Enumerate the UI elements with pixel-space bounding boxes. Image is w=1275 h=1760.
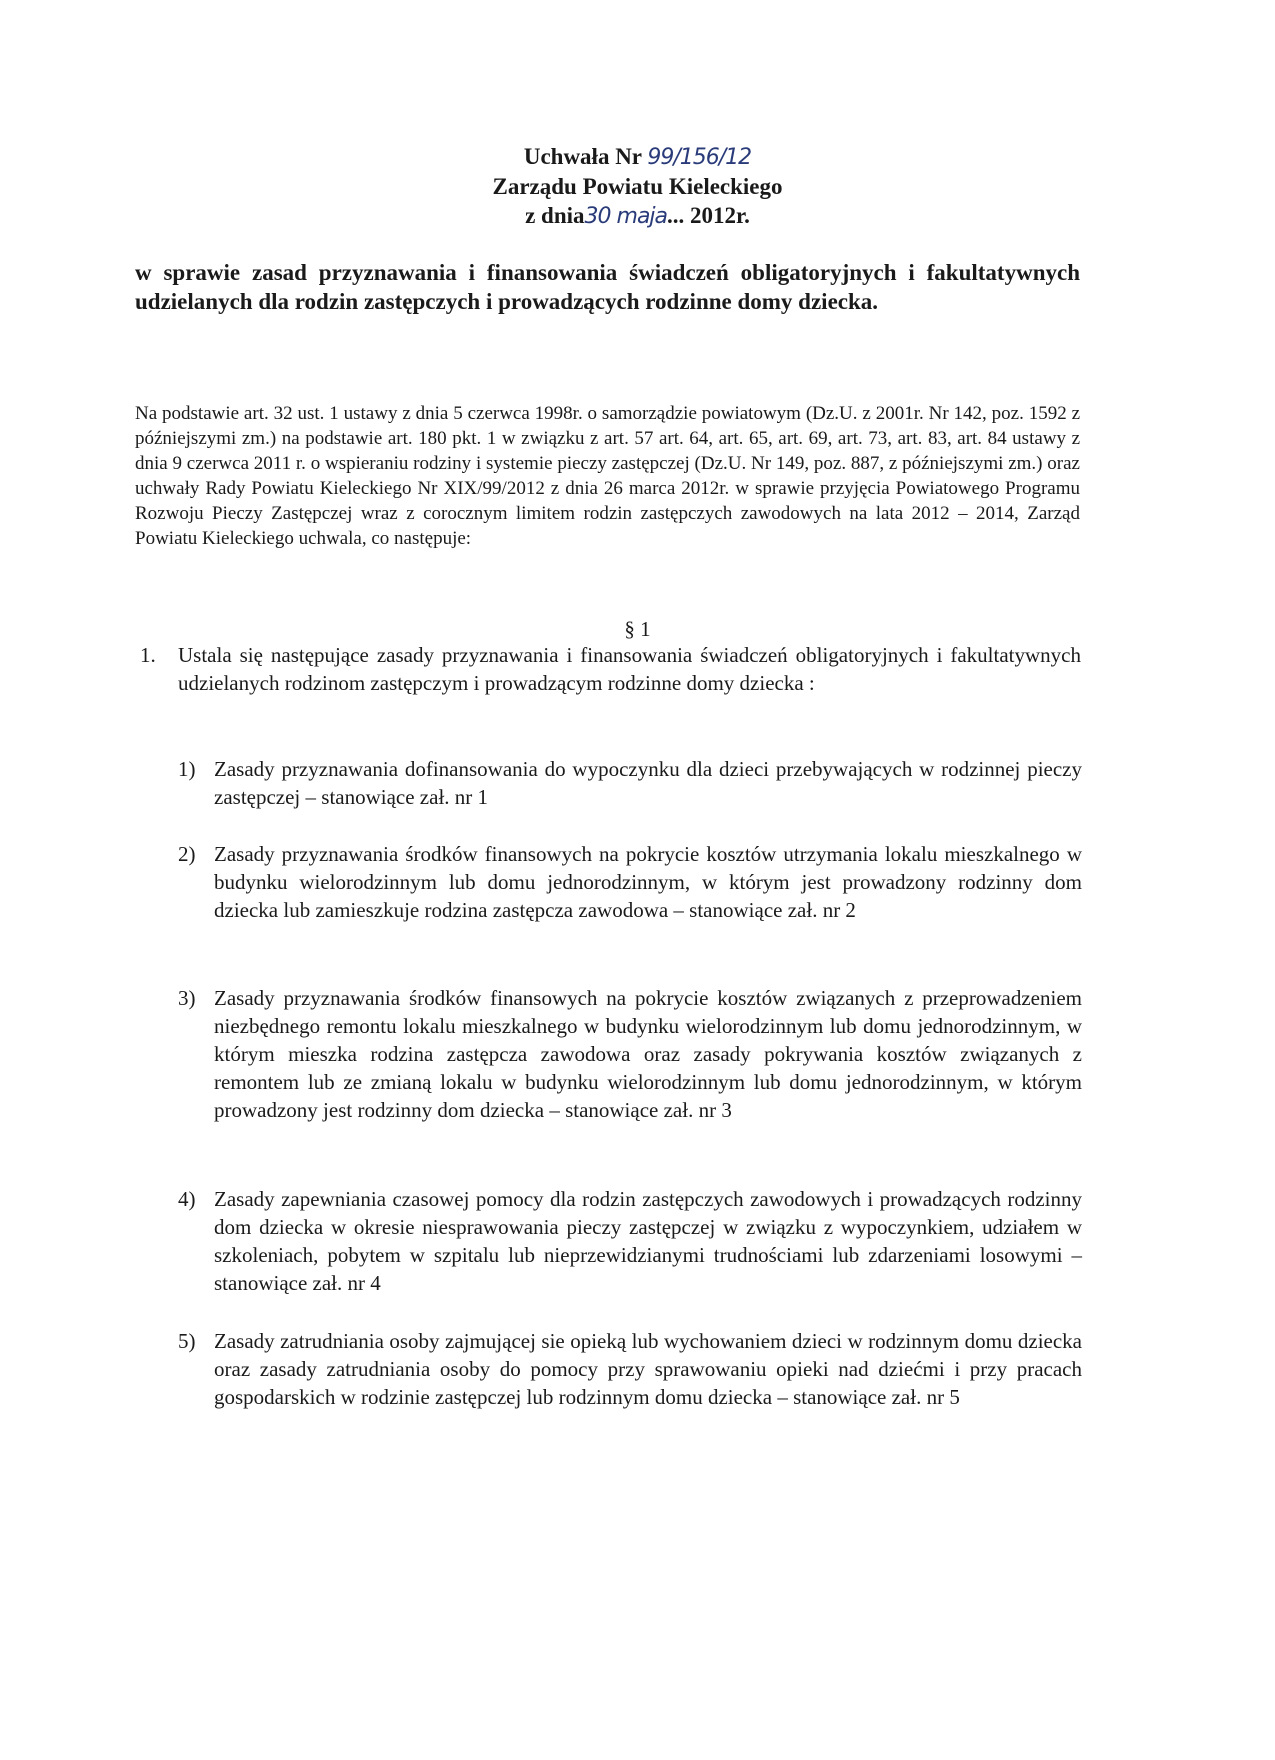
resolution-subject: w sprawie zasad przyznawania i finansowania świadczeń obligatoryjnych i fakultatywnych udzielanych dla rodzin zastępczych i prowadzących rodzinne domy dziecka.	[135, 260, 1080, 314]
title-line-3	[0, 201, 1275, 231]
date-prefix: z dnia	[525, 203, 585, 228]
title-prefix: Uchwała Nr	[523, 144, 642, 169]
point-1	[140, 641, 1081, 697]
handwritten-date: 30 maja	[584, 204, 668, 229]
point-number: 1.	[140, 643, 156, 667]
subitem-5	[178, 1327, 1082, 1411]
subitem-text: Zasady zapewniania czasowej pomocy dla rodzin zastępczych zawodowych i prowadzących rodzinny dom dziecka w okresie niesprawowania pieczy zastępczej w związku z wypoczynkiem, udziałem w szkoleniach, pobytem w szpitalu lub nieprzewidzianymi trudnościami lub zdarzeniami losowymi – stanowiące zał. nr 4	[214, 1187, 1082, 1295]
preamble-paragraph: Na podstawie art. 32 ust. 1 ustawy z dnia 5 czerwca 1998r. o samorządzie powiatowym (Dz.U. z 2001r. Nr 142, poz. 1592 z późniejszymi zm.) na podstawie art. 180 pkt. 1 w związku z art. 57 art. 64, art. 65, art. 69, art. 73, art. 83, art. 84 ustawy z dnia 9 czerwca 2011 r. o wspieraniu rodziny i systemie pieczy zastępczej (Dz.U. Nr 149, poz. 887, z późniejszymi zm.) oraz uchwały Rady Powiatu Kieleckiego Nr XIX/99/2012 z dnia 26 marca 2012r. w sprawie przyjęcia Powiatowego Programu Rozwoju Pieczy Zastępczej wraz z corocznym limitem rodzin zastępczych zawodowych na lata 2012 – 2014, Zarząd Powiatu Kieleckiego uchwala, co następuje:	[135, 403, 1080, 549]
handwritten-resolution-number: 99/156/12	[647, 145, 752, 170]
subitem-number: 4)	[178, 1187, 196, 1211]
subitem-number: 2)	[178, 842, 196, 866]
point-text: Ustala się następujące zasady przyznawania i finansowania świadczeń obligatoryjnych i fakultatywnych udzielanych rodzinom zastępczym i prowadzącym rodzinne domy dziecka :	[178, 643, 1081, 695]
title-line-2: Zarządu Powiatu Kieleckiego	[492, 174, 783, 199]
subitem-text: Zasady zatrudniania osoby zajmującej sie opieką lub wychowaniem dzieci w rodzinnym domu dziecka oraz zasady zatrudniania osoby do pomocy przy sprawowaniu opieki nad dziećmi i przy pracach gospodarskich w rodzinie zastępczej lub rodzinnym domu dziecka – stanowiące zał. nr 5	[214, 1329, 1082, 1409]
subitem-number: 5)	[178, 1329, 196, 1353]
subitem-1	[178, 755, 1082, 811]
subitem-2	[178, 840, 1082, 924]
subitem-text: Zasady przyznawania środków finansowych na pokrycie kosztów utrzymania lokalu mieszkalnego w budynku wielorodzinnym lub domu jednorodzinnym, w którym jest prowadzony rodzinny dom dziecka lub zamieszkuje rodzina zastępcza zawodowa – stanowiące zał. nr 2	[214, 842, 1082, 922]
section-mark: § 1	[624, 617, 651, 641]
subitem-number: 1)	[178, 757, 196, 781]
subitem-4	[178, 1185, 1082, 1297]
subitem-3	[178, 984, 1082, 1124]
resolution-title	[0, 142, 1275, 231]
date-suffix: ... 2012r.	[667, 203, 750, 228]
subitem-text: Zasady przyznawania środków finansowych na pokrycie kosztów związanych z przeprowadzeniem niezbędnego remontu lokalu mieszkalnego w budynku wielorodzinnym lub domu jednorodzinnym, w którym mieszka rodzina zastępcza zawodowa oraz zasady pokrywania kosztów związanych z remontem lub ze zmianą lokalu w budynku wielorodzinnym lub domu jednorodzinnym, w którym prowadzony jest rodzinny dom dziecka – stanowiące zał. nr 3	[214, 986, 1082, 1122]
title-line-1	[0, 142, 1275, 172]
subitem-number: 3)	[178, 986, 196, 1010]
subitem-text: Zasady przyznawania dofinansowania do wypoczynku dla dzieci przebywających w rodzinnej pieczy zastępczej – stanowiące zał. nr 1	[214, 757, 1082, 809]
